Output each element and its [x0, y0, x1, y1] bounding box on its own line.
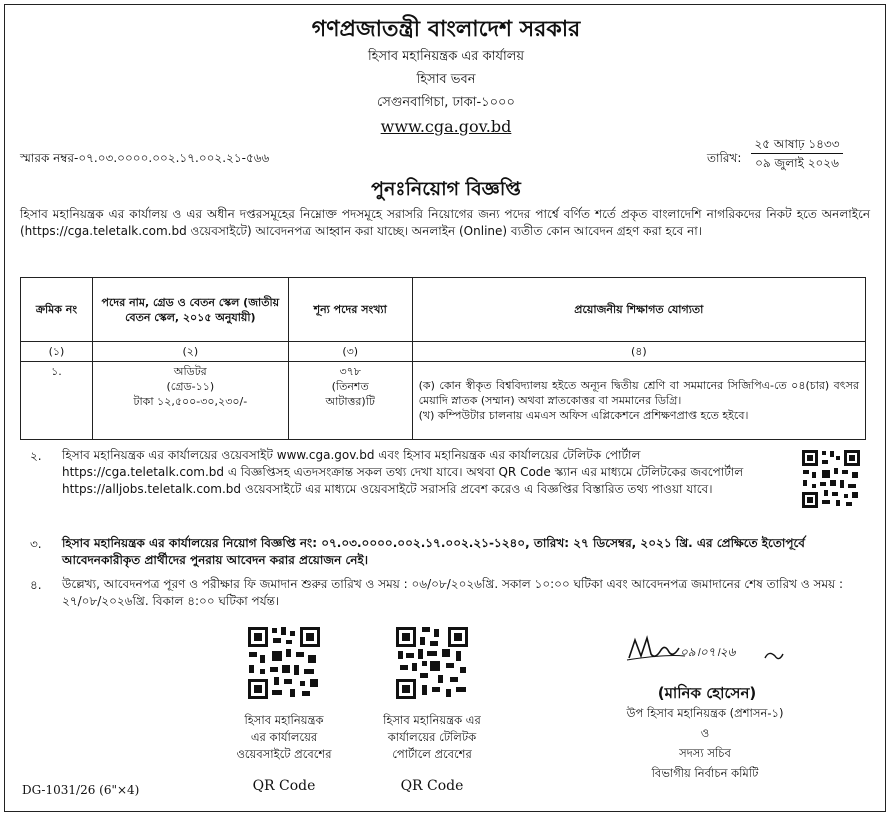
para-4-text: উল্লেখ্য, আবেদনপত্র পূরণ ও পরীক্ষার ফি জমাদান শুরুর তারিখ ও সময় : ০৬/০৮/২০২৬খ্রি. সকাল ১০:০০ ঘটিকা এবং আবেদনপত্র জমাদানের শেষ তারিখ ও সময় : ২৭/০৮/২০২৬খ্রি. বিকাল ৪:০০ ঘটিকা পর্যন্ত।	[62, 577, 844, 608]
office-address: সেগুনবাগিচা, ঢাকা-১০০০	[377, 95, 515, 110]
government-title: গণপ্রজাতন্ত্রী বাংলাদেশ সরকার	[311, 17, 581, 42]
qr-1-caption-line-1: হিসাব মহানিয়ন্ত্রক	[244, 713, 324, 727]
date-block	[751, 135, 843, 172]
signatory-designation: উপ হিসাব মহানিয়ন্ত্রক (প্রশাসন-১)	[626, 706, 784, 720]
post-pay-scale: টাকা ১২,৫০০-৩০,২৩০/-	[133, 395, 248, 408]
date-label: তারিখ:	[707, 151, 742, 165]
vacancy-words-2: আটাত্তর)টি	[325, 395, 375, 408]
para-4-number: ৪.	[30, 578, 42, 592]
qr-2-caption	[356, 712, 508, 763]
para-3-number: ৩.	[30, 537, 42, 551]
para-2-text: হিসাব মহানিয়ন্ত্রক এর কার্যালয়ের ওয়েবসাইট www.cga.gov.bd এবং হিসাব মহানিয়ন্ত্রক এর কার্যালয়ের টেলিটক পোর্টাল https://cga.teletalk.com.bd এ বিজ্ঞপ্তিসহ এতদসংক্রান্ত সকল তথ্য দেখা যাবে। অথবা QR Code স্ক্যান এর মাধ্যমে টেলিটকের জবপোর্টাল https://alljobs.teletalk.com.bd ওয়েবসাইটে এর মাধ্যমে ওয়েবসাইটে সরাসরি প্রবেশ করেও এ বিজ্ঞপ্তির বিস্তারিত তথ্য পাওয়া যাবে।	[62, 448, 744, 496]
cga-website-qr-icon[interactable]	[246, 625, 322, 701]
ad-code: DG-1031/26 (6"×4)	[22, 783, 140, 797]
row-qualification	[412, 362, 865, 440]
header-qualification: প্রয়োজনীয় শিক্ষাগত যোগ্যতা	[412, 278, 865, 342]
header-vacancy: শূন্য পদের সংখ্যা	[288, 278, 412, 342]
colnum-1: (১)	[21, 342, 93, 362]
vacancy-words: (তিনশত	[331, 380, 369, 393]
header-serial: ক্রমিক নং	[21, 278, 93, 342]
website-link[interactable]: www.cga.gov.bd	[380, 117, 512, 136]
signature-date: ০৯।০৭।২৬	[680, 645, 736, 659]
teletalk-portal-qr-icon[interactable]	[394, 625, 470, 701]
signatory-member: সদস্য সচিব	[679, 746, 731, 760]
qr-1-caption	[208, 712, 360, 763]
qr-1-caption-line-2: এর কার্যালয়ের	[250, 730, 318, 744]
signatory-block	[560, 703, 850, 783]
signatory-committee: বিভাগীয় নির্বাচন কমিটি	[651, 766, 759, 780]
teletalk-jobportal-qr-icon[interactable]	[800, 448, 862, 510]
table-row	[21, 362, 866, 440]
posts-table	[20, 277, 866, 440]
table-colnum-row	[21, 342, 866, 362]
post-name: অডিটর	[173, 365, 207, 378]
office-name: হিসাব মহানিয়ন্ত্রক এর কার্যালয়	[367, 49, 525, 64]
building-name: হিসাব ভবন	[416, 72, 476, 87]
para-2-number: ২.	[30, 449, 42, 463]
colnum-3: (৩)	[288, 342, 412, 362]
post-grade: (গ্রেড-১১)	[166, 380, 215, 393]
row-post	[92, 362, 288, 440]
qr-2-label: QR Code	[400, 778, 464, 794]
qualification-a: (ক) কোন স্বীকৃত বিশ্ববিদ্যালয় হইতে অন্যূন দ্বিতীয় শ্রেণি বা সমমানের সিজিপিএ-তে ০৪(চার) বৎসর মেয়াদি স্নাতক (সম্মান) অথবা স্নাতকোত্তর বা সমমানের ডিগ্রি।	[418, 379, 859, 407]
intro-paragraph: হিসাব মহানিয়ন্ত্রক এর কার্যালয় ও এর অধীন দপ্তরসমূহের নিম্নোক্ত পদসমূহে সরাসরি নিয়োগের জন্য পদের পার্শ্বে বর্ণিত শর্তে প্রকৃত বাংলাদেশি নাগরিকদের নিকট হতে অনলাইনে (https://cga.teletalk.com.bd ওয়েবসাইটে) আবেদনপত্র আহ্বান করা যাচ্ছে। অনলাইন (Online) ব্যতীত কোন আবেদন গ্রহণ করা হবে না।	[20, 207, 870, 238]
colnum-4: (৪)	[412, 342, 865, 362]
date-english: ০৯ জুলাই ২০২৬	[755, 156, 839, 170]
memo-number: স্মারক নম্বর-০৭.০৩.০০০০.০০২.১৭.০০২.২১-৫৬৬	[20, 151, 270, 165]
qr-2-caption-line-2: কার্যালয়ের টেলিটক	[387, 730, 477, 744]
qr-2-caption-line-3: পোর্টালে প্রবেশের	[392, 747, 472, 761]
qr-1-caption-line-3: ওয়েবসাইটে প্রবেশের	[236, 747, 332, 761]
header-post: পদের নাম, গ্রেড ও বেতন স্কেল (জাতীয় বেতন স্কেল, ২০১৫ অনুযায়ী)	[92, 278, 288, 342]
vacancy-count: ৩৭৮	[339, 365, 361, 378]
notice-title: পুনঃনিয়োগ বিজ্ঞপ্তি	[371, 178, 521, 200]
signatory-name: (মানিক হোসেন)	[657, 684, 757, 702]
qualification-b: (খ) কম্পিউটার চালনায় এমএস অফিস এপ্লিকেশনে প্রশিক্ষণপ্রাপ্ত হতে হইবে।	[418, 409, 749, 422]
date-bangla: ২৫ আষাঢ় ১৪৩৩	[751, 135, 843, 154]
qr-1-label: QR Code	[252, 778, 316, 794]
signatory-and: ও	[700, 726, 710, 740]
row-vacancy	[288, 362, 412, 440]
row-serial: ১.	[21, 362, 93, 440]
qr-2-caption-line-1: হিসাব মহানিয়ন্ত্রক এর	[383, 713, 481, 727]
para-3-text: হিসাব মহানিয়ন্ত্রক এর কার্যালয়ের নিয়োগ বিজ্ঞপ্তি নং: ০৭.০৩.০০০০.০০২.১৭.০০২.২১-১২৪০, তারিখ: ২৭ ডিসেম্বর, ২০২১ খ্রি. এর প্রেক্ষিতে ইতোপূর্বে আবেদনকারীকৃত প্রার্থীদের পুনরায় আবেদন করার প্রয়োজন নেই।	[62, 536, 805, 567]
table-header-row	[21, 278, 866, 342]
colnum-2: (২)	[92, 342, 288, 362]
